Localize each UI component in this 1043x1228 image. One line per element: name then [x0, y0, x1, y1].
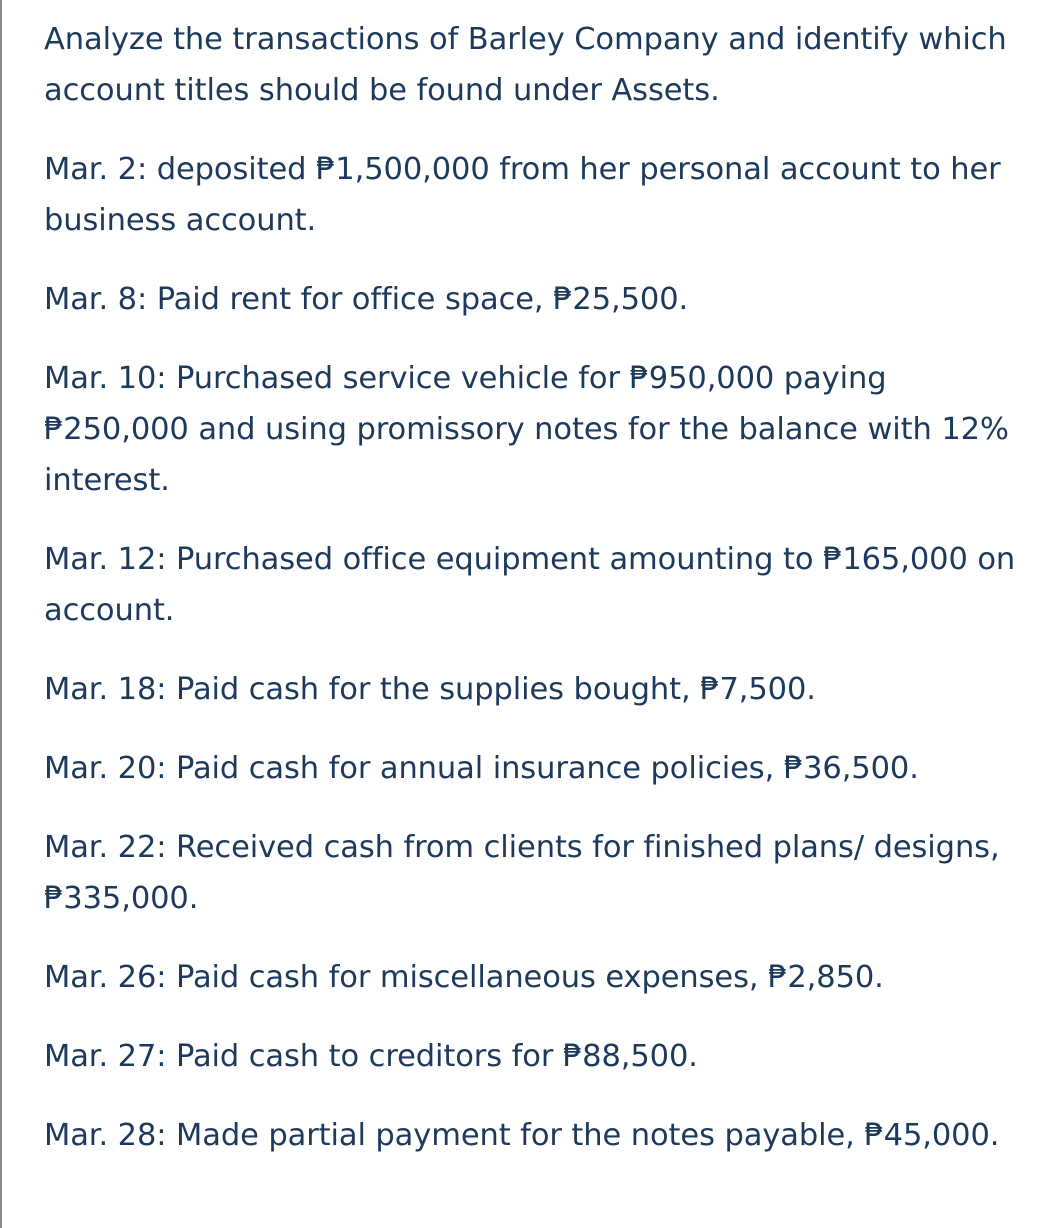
- transaction-mar-2: Mar. 2: deposited ₱1,500,000 from her personal account to her business account.: [44, 152, 1001, 238]
- transaction-mar-12: Mar. 12: Purchased office equipment amounting to ₱165,000 on account.: [44, 542, 1016, 628]
- question-text: [44, 14, 1029, 1161]
- question-intro: Analyze the transactions of Barley Company and identify which account titles should be found under Assets.: [44, 22, 1007, 108]
- transaction-mar-22: Mar. 22: Received cash from clients for finished plans/ designs, ₱335,000.: [44, 830, 1000, 916]
- transaction-mar-20: Mar. 20: Paid cash for annual insurance policies, ₱36,500.: [44, 751, 919, 786]
- transaction-mar-28: Mar. 28: Made partial payment for the notes payable, ₱45,000.: [44, 1118, 1000, 1153]
- transaction-mar-26: Mar. 26: Paid cash for miscellaneous expenses, ₱2,850.: [44, 960, 884, 995]
- transaction-mar-8: Mar. 8: Paid rent for office space, ₱25,500.: [44, 282, 689, 317]
- transaction-mar-27: Mar. 27: Paid cash to creditors for ₱88,500.: [44, 1039, 698, 1074]
- transaction-mar-18: Mar. 18: Paid cash for the supplies bought, ₱7,500.: [44, 672, 816, 707]
- transaction-mar-10: Mar. 10: Purchased service vehicle for ₱950,000 paying ₱250,000 and using promissory notes for the balance with 12% interest.: [44, 361, 1009, 498]
